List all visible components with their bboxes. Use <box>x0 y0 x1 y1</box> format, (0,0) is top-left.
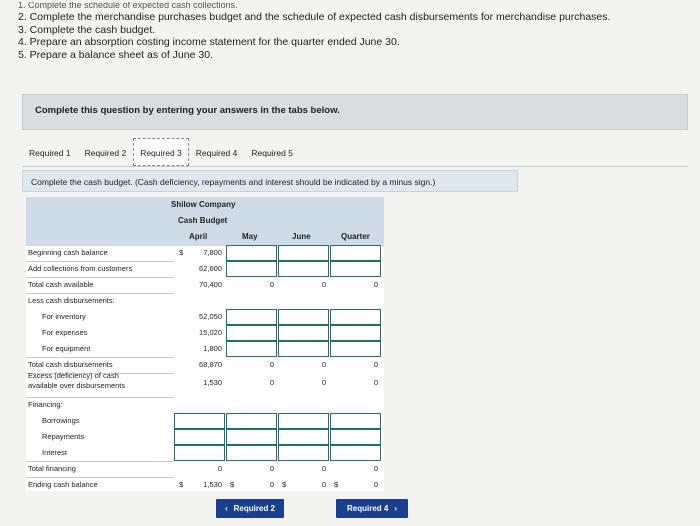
cash-budget-sheet <box>26 197 384 491</box>
inventory-april: 52,050 <box>199 312 222 321</box>
instruction-3: 3. Complete the cash budget. <box>18 23 156 36</box>
beginning-june-input[interactable] <box>278 245 329 261</box>
label-collections: Add collections from customers <box>28 264 133 273</box>
equipment-quarter-input[interactable] <box>330 341 381 357</box>
borrowings-june-input[interactable] <box>278 413 329 429</box>
next-required-button[interactable] <box>336 499 408 518</box>
col-header-april: April <box>189 232 208 241</box>
excess-quarter: 0 <box>373 378 378 387</box>
currency-symbol: $ <box>334 480 339 489</box>
total-disb-may: 0 <box>269 360 274 369</box>
label-borrowings: Borrowings <box>42 416 80 425</box>
borrowings-april-input[interactable] <box>174 413 225 429</box>
repayments-may-input[interactable] <box>226 429 277 445</box>
col-header-june: June <box>292 232 311 241</box>
instruction-2: 2. Complete the merchandise purchases budget and the schedule of expected cash disbursements for merchandise purchases. <box>18 11 611 23</box>
label-financing: Financing: <box>28 400 63 409</box>
total-available-may: 0 <box>269 280 274 289</box>
inventory-june-input[interactable] <box>278 309 329 325</box>
total-disb-april: 68,870 <box>199 360 222 369</box>
beginning-quarter-input[interactable] <box>330 245 381 261</box>
total-disb-june: 0 <box>321 360 326 369</box>
label-total-financing: Total financing <box>28 464 76 473</box>
chevron-left-icon: ‹ <box>224 504 228 513</box>
ending-quarter: 0 <box>373 480 378 489</box>
ending-may: 0 <box>269 480 274 489</box>
label-excess-line2: available over disbursements <box>28 381 126 390</box>
excess-april: 1,530 <box>203 378 222 387</box>
label-ending-cash: Ending cash balance <box>28 480 98 489</box>
total-fin-june: 0 <box>321 464 326 473</box>
tab-required-4[interactable]: Required 4 <box>195 148 238 158</box>
total-fin-quarter: 0 <box>373 464 378 473</box>
beginning-may-input[interactable] <box>226 245 277 261</box>
label-total-disbursements: Total cash disbursements <box>28 360 113 369</box>
total-available-june: 0 <box>321 280 326 289</box>
currency-symbol: $ <box>179 248 184 257</box>
equipment-april: 1,800 <box>203 344 222 353</box>
total-available-april: 70,400 <box>199 280 222 289</box>
next-required-label: Required 4 <box>346 504 389 513</box>
expenses-may-input[interactable] <box>226 325 277 341</box>
chevron-right-icon: › <box>394 504 397 513</box>
col-header-may: May <box>242 232 258 241</box>
interest-may-input[interactable] <box>226 445 277 461</box>
tab-divider <box>22 166 688 167</box>
interest-june-input[interactable] <box>278 445 329 461</box>
repayments-quarter-input[interactable] <box>330 429 381 445</box>
collections-quarter-input[interactable] <box>330 261 381 277</box>
label-total-available: Total cash available <box>28 280 94 289</box>
instruction-banner: Complete this question by entering your answers in the tabs below. <box>22 94 688 130</box>
instruction-4: 4. Prepare an absorption costing income statement for the quarter ended June 30. <box>18 36 400 48</box>
tab-required-5[interactable]: Required 5 <box>251 148 293 158</box>
currency-symbol: $ <box>230 480 235 489</box>
ending-june: 0 <box>321 480 326 489</box>
expenses-june-input[interactable] <box>278 325 329 341</box>
tab-required-2[interactable]: Required 2 <box>84 148 127 158</box>
excess-may: 0 <box>269 378 274 387</box>
tab-required-3[interactable]: Required 3 <box>133 138 189 166</box>
equipment-june-input[interactable] <box>278 341 329 357</box>
total-fin-april: 0 <box>217 464 222 473</box>
collections-june-input[interactable] <box>278 261 329 277</box>
label-less-disbursements: Less cash disbursements: <box>28 296 115 305</box>
tab-bar <box>22 138 300 166</box>
company-name: Shilow Company <box>171 200 236 209</box>
excess-june: 0 <box>321 378 326 387</box>
label-for-inventory: For inventory <box>42 312 86 321</box>
tab-required-1[interactable]: Required 1 <box>29 148 71 158</box>
inventory-quarter-input[interactable] <box>330 309 381 325</box>
expenses-quarter-input[interactable] <box>330 325 381 341</box>
question-prompt: Complete the cash budget. (Cash deficiency, repayments and interest should be indicated by a minus sign.) <box>22 170 518 192</box>
total-disb-quarter: 0 <box>373 360 378 369</box>
inventory-may-input[interactable] <box>226 309 277 325</box>
repayments-june-input[interactable] <box>278 429 329 445</box>
expenses-april: 15,020 <box>199 328 222 337</box>
ending-april: 1,530 <box>203 480 222 489</box>
label-interest: Interest <box>42 448 68 457</box>
label-for-equipment: For equipment <box>42 344 91 353</box>
total-fin-may: 0 <box>269 464 274 473</box>
label-beginning-cash: Beginning cash balance <box>28 248 108 257</box>
beginning-april: 7,800 <box>203 248 222 257</box>
collections-april: 62,600 <box>199 264 222 273</box>
borrowings-may-input[interactable] <box>226 413 277 429</box>
instruction-cut: 1. Complete the schedule of expected cash collections. <box>18 2 238 10</box>
currency-symbol: $ <box>179 480 184 489</box>
collections-may-input[interactable] <box>226 261 277 277</box>
instructions <box>18 2 678 61</box>
repayments-april-input[interactable] <box>174 429 225 445</box>
interest-quarter-input[interactable] <box>330 445 381 461</box>
budget-title: Cash Budget <box>178 216 228 225</box>
borrowings-quarter-input[interactable] <box>330 413 381 429</box>
currency-symbol: $ <box>282 480 287 489</box>
col-header-quarter: Quarter <box>341 232 370 241</box>
label-excess-line1: Excess (deficiency) of cash <box>28 371 119 380</box>
prev-required-button[interactable] <box>216 499 284 518</box>
prev-required-label: Required 2 <box>233 504 275 513</box>
label-for-expenses: For expenses <box>42 328 88 337</box>
label-repayments: Repayments <box>42 432 85 441</box>
interest-april-input[interactable] <box>174 445 225 461</box>
equipment-may-input[interactable] <box>226 341 277 357</box>
total-available-quarter: 0 <box>373 280 378 289</box>
instruction-5: 5. Prepare a balance sheet as of June 30. <box>18 48 213 61</box>
